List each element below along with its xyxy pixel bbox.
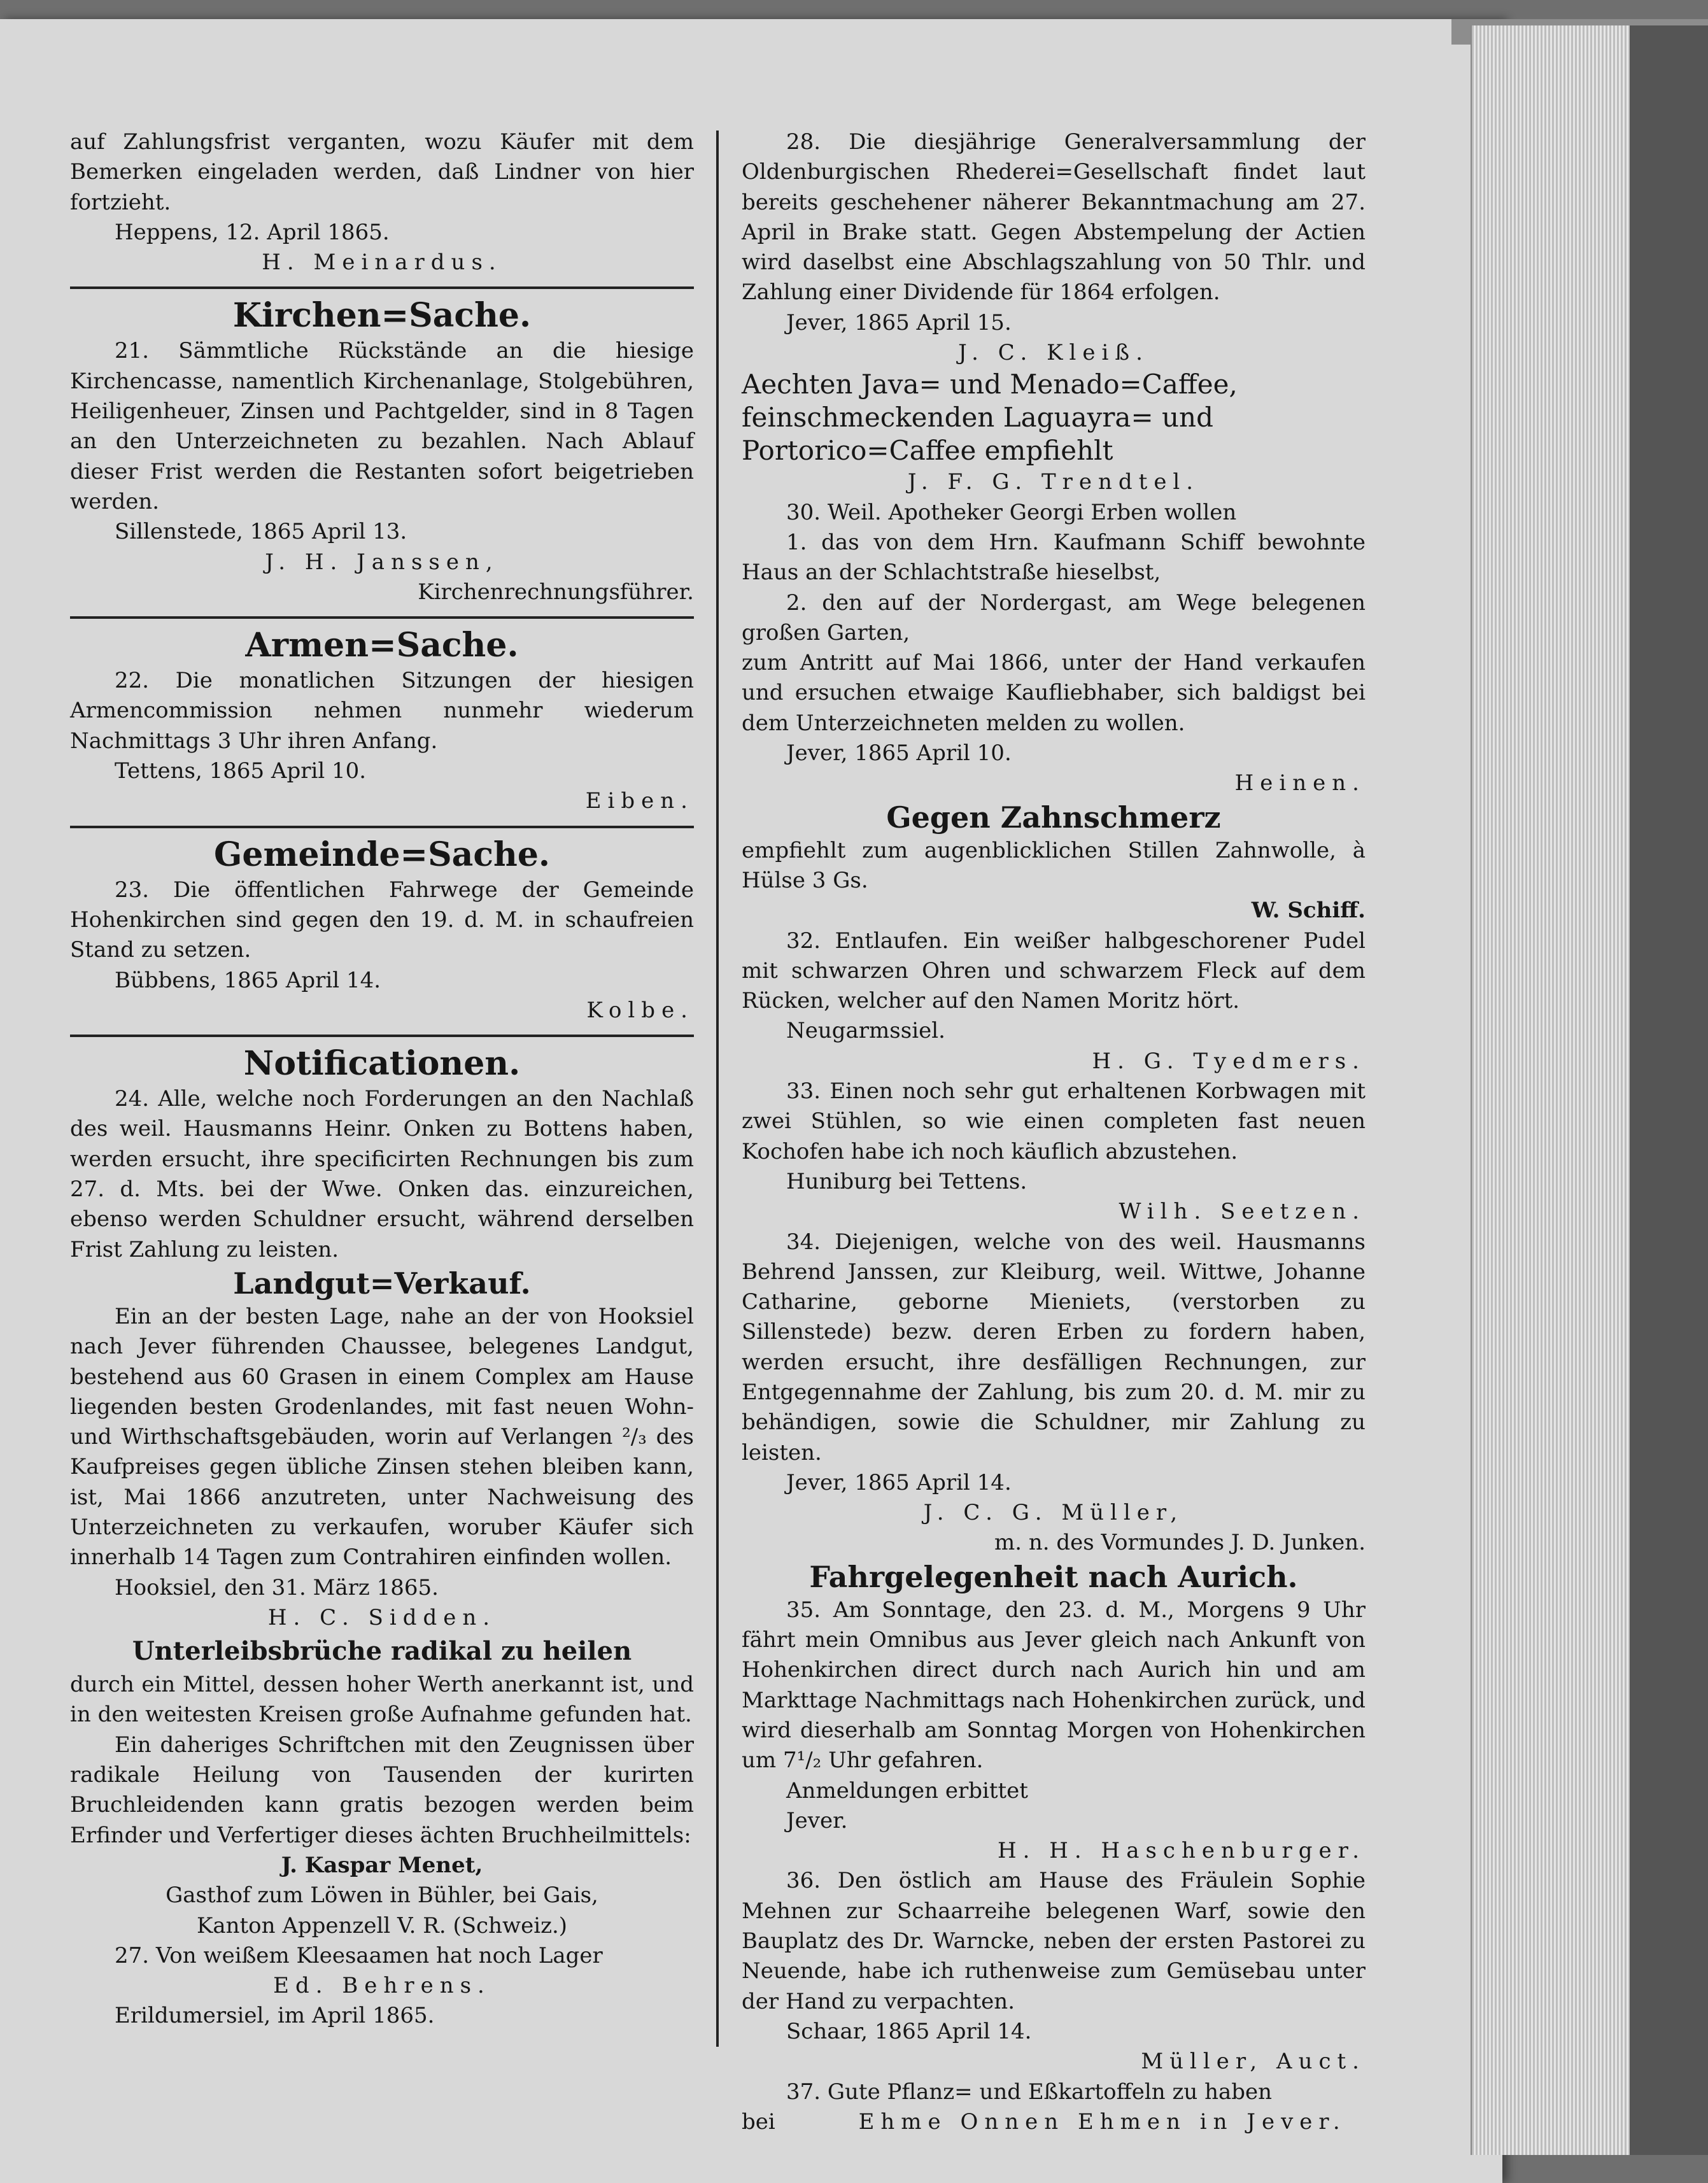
- section-heading-kirchen: Kirchen=Sache.: [232, 296, 532, 336]
- section-heading-armen: Armen=Sache.: [245, 626, 519, 665]
- ad-heading-zahnschmerz: Gegen Zahnschmerz: [886, 800, 1221, 835]
- notice-34-signature-2: m. n. des Vormundes J. D. Junken.: [994, 1530, 1366, 1556]
- notice-30-date: Jever, 1865 April 10.: [786, 740, 1012, 767]
- notice-30: 30. Weil. Apotheker Georgi Erben wollen: [786, 499, 1237, 525]
- section-rule: [70, 826, 694, 828]
- column-divider: [716, 131, 719, 2047]
- notice-21-signature: J. H. Janssen,: [265, 549, 499, 575]
- notice-35-b: Anmeldungen erbittet: [786, 1777, 1028, 1804]
- ad-caffee-signature: J. F. G. Trendtel.: [907, 469, 1200, 495]
- section-heading-notificationen: Notificationen.: [243, 1044, 521, 1084]
- ad-bruch-text-1: durch ein Mittel, dessen hoher Werth anerkannt ist, und in den weitesten Kreisen große Aufnahme gefunden hat.: [70, 1672, 694, 1728]
- notice-28-signature: J. C. Kleiß.: [958, 340, 1149, 366]
- section-rule: [70, 1035, 694, 1037]
- ad-zahnschmerz-text: empfiehlt zum augenblicklichen Stillen Zahnwolle, à Hülse 3 Gs.: [742, 837, 1366, 893]
- ad-landgut-signature: H. C. Sidden.: [267, 1604, 497, 1630]
- notice-28: 28. Die diesjährige Generalversammlung der Oldenburgischen Rhederei=Gesellschaft findet laut bereits geschehener näherer Bekanntmachung am 27. April in Brake statt. Gegen Abstempelung der Actien wird daselbst eine Abschlagszahlung von 50 Thlr. und Zahlung einer Dividende für 1864 erfolgen.: [742, 129, 1366, 306]
- notice-36: 36. Den östlich am Hause des Fräulein Sophie Mehnen zur Schaarreihe belegenen Warf, sowie den Bauplatz des Dr. Warncke, neben der ersten Pastorei zu Neuende, habe ich ruthenweise zum Gemüsebau unter der Hand zu verpachten.: [742, 1868, 1366, 2014]
- notice-32-signature: H. G. Tyedmers.: [1092, 1048, 1366, 1074]
- book-page-stack: [1471, 25, 1631, 2155]
- notice-33: 33. Einen noch sehr gut erhaltenen Korbwagen mit zwei Stühlen, so wie einen completen fast neuen Kochofen habe ich noch käuflich abzustehen.: [742, 1078, 1366, 1164]
- notice-23: 23. Die öffentlichen Fahrwege der Gemeinde Hohenkirchen sind gegen den 19. d. M. in schaufreien Stand zu setzen.: [70, 877, 694, 963]
- right-column: [742, 127, 1366, 2137]
- notice-22-signature: Eiben.: [585, 788, 694, 814]
- notice-signature: H. Meinardus.: [262, 250, 502, 276]
- notice-36-signature: Müller, Auct.: [1141, 2049, 1366, 2075]
- notice-30-item-1: 1. das von dem Hrn. Kaufmann Schiff bewohnte Haus an der Schlachtstraße hieselbst,: [742, 529, 1366, 586]
- notice-21-date: Sillenstede, 1865 April 13.: [115, 519, 407, 545]
- notice-35-signature: H. H. Haschenburger.: [998, 1838, 1366, 1864]
- notice-23-signature: Kolbe.: [586, 997, 694, 1023]
- notice-35-place: Jever.: [786, 1807, 848, 1833]
- notice-21: 21. Sämmtliche Rückstände an die hiesige Kirchencasse, namentlich Kirchenanlage, Stolgebühren, Heiligenheuer, Zinsen und Pachtgelder, sind in 8 Tagen an den Unterzeichneten zu bezahlen. Nach Ablauf dieser Frist werden die Restanten sofort beigetrieben werden.: [70, 338, 694, 514]
- notice-37: 37. Gute Pflanz= und Eßkartoffeln zu haben: [786, 2079, 1273, 2105]
- notice-22: 22. Die monatlichen Sitzungen der hiesigen Armencommission nehmen nunmehr wiederum Nachmittags 3 Uhr ihren Anfang.: [70, 668, 694, 754]
- notice-32: 32. Entlaufen. Ein weißer halbgeschorener Pudel mit schwarzen Ohren und schwarzem Fleck auf dem Rücken, welcher auf den Namen Moritz hört.: [742, 928, 1366, 1014]
- notice-continuation: auf Zahlungsfrist verganten, wozu Käufer mit dem Bemerken eingeladen werden, daß Lindner von hier fortzieht.: [70, 129, 694, 215]
- ad-bruch-address-2: Kanton Appenzell V. R. (Schweiz.): [196, 1912, 568, 1939]
- notice-21-title: Kirchenrechnungsführer.: [418, 579, 694, 605]
- notice-34: 34. Diejenigen, welche von des weil. Hausmanns Behrend Janssen, zur Kleiburg, weil. Wittwe, Johanne Catharine, geborne Mieniets, (verstorben zu Sillenstede) bezw. deren Erben zu fordern haben, werden ersucht, ihre desfälligen Rechnungen, zur Entgegennahme der Zahlung, bis zum 20. d. M. mir zu behändigen, sowie die Schuldner, mir Zahlung zu leisten.: [742, 1229, 1366, 1466]
- book-cover: [1630, 25, 1708, 2155]
- notice-24: 24. Alle, welche noch Forderungen an den Nachlaß des weil. Hausmanns Heinr. Onken zu Bottens haben, werden ersucht, ihre specificirten Rechnungen bis zum 27. d. Mts. bei der Wwe. Onken das. einzureichen, ebenso werden Schuldner ersucht, während derselben Frist Zahlung zu leisten.: [70, 1086, 694, 1262]
- notice-37-bei-word: bei: [742, 2109, 775, 2135]
- notice-37-signature: Ehme Onnen Ehmen in Jever.: [858, 2109, 1346, 2135]
- notice-30-item-2: 2. den auf der Nordergast, am Wege belegenen großen Garten,: [742, 590, 1366, 646]
- notice-32-place: Neugarmssiel.: [786, 1018, 945, 1044]
- ad-landgut-date: Hooksiel, den 31. März 1865.: [115, 1574, 439, 1600]
- notice-30-rest: zum Antritt auf Mai 1866, unter der Hand verkaufen und ersuchen etwaige Kaufliebhaber, sich baldigst bei dem Unterzeichneten melden zu wollen.: [742, 650, 1366, 736]
- notice-36-date: Schaar, 1865 April 14.: [786, 2018, 1032, 2044]
- notice-34-signature: J. C. G. Müller,: [923, 1500, 1184, 1526]
- notice-22-date: Tettens, 1865 April 10.: [115, 758, 367, 784]
- ad-bruch-address-1: Gasthof zum Löwen in Bühler, bei Gais,: [166, 1883, 598, 1909]
- left-column: [70, 127, 694, 2031]
- notice-27-signature: Ed. Behrens.: [273, 1973, 491, 1999]
- notice-23-date: Bübbens, 1865 April 14.: [115, 967, 381, 993]
- section-rule: [70, 286, 694, 289]
- notice-33-signature: Wilh. Seetzen.: [1119, 1199, 1366, 1225]
- ad-heading-bruch: Unterleibsbrüche radikal zu heilen: [132, 1636, 632, 1667]
- notice-33-place: Huniburg bei Tettens.: [786, 1168, 1027, 1194]
- section-rule: [70, 616, 694, 619]
- notice-30-signature: Heinen.: [1234, 770, 1366, 796]
- ad-heading-fahrgelegenheit: Fahrgelegenheit nach Aurich.: [809, 1559, 1298, 1594]
- section-heading-gemeinde: Gemeinde=Sache.: [213, 835, 551, 874]
- ad-zahnschmerz-signature: W. Schiff.: [1251, 898, 1366, 924]
- ad-heading-landgut: Landgut=Verkauf.: [233, 1266, 531, 1301]
- ad-bruch-name: J. Kaspar Menet,: [281, 1852, 483, 1878]
- notice-27: 27. Von weißem Kleesaamen hat noch Lager: [115, 1942, 603, 1968]
- ad-caffee: Aechten Java= und Menado=Caffee, feinschmeckenden Laguayra= und Portorico=Caffee empfiehlt: [742, 369, 1238, 467]
- ad-bruch-text-2: Ein daheriges Schriftchen mit den Zeugnissen über radikale Heilung von Tausenden der kurirten Bruchleidenden kann gratis bezogen werden beim Erfinder und Verfertiger dieses ächten Bruchheilmittels:: [70, 1732, 694, 1848]
- ad-landgut-text: Ein an der besten Lage, nahe an der von Hooksiel nach Jever führenden Chaussee, belegenes Landgut, bestehend aus 60 Grasen in einem Complex am Hause liegenden besten Grodenlandes, mit fast neuen Wohn- und Wirthschaftsgebäuden, worin auf Verlangen ²/₃ des Kaufpreises gegen übliche Zinsen stehen bleiben kann, ist, Mai 1866 anzutreten, unter Nachweisung des Unterzeichneten zu verkaufen, woruber Käufer sich innerhalb 14 Tagen zum Contrahiren einfinden wollen.: [70, 1303, 694, 1571]
- notice-date: Heppens, 12. April 1865.: [115, 219, 390, 245]
- notice-34-date: Jever, 1865 April 14.: [786, 1469, 1012, 1495]
- notice-28-date: Jever, 1865 April 15.: [786, 309, 1012, 336]
- notice-35: 35. Am Sonntage, den 23. d. M., Morgens 9 Uhr fährt mein Omnibus aus Jever gleich nach Ankunft von Hohenkirchen direct durch nach Aurich hin und am Markttage Nachmittags nach Hohenkirchen zurück, und wird dieserhalb am Sonntag Morgen von Hohenkirchen um 7¹/₂ Uhr gefahren.: [742, 1597, 1366, 1774]
- notice-37-bei: [742, 2107, 1366, 2137]
- notice-27-date: Erildumersiel, im April 1865.: [115, 2003, 435, 2029]
